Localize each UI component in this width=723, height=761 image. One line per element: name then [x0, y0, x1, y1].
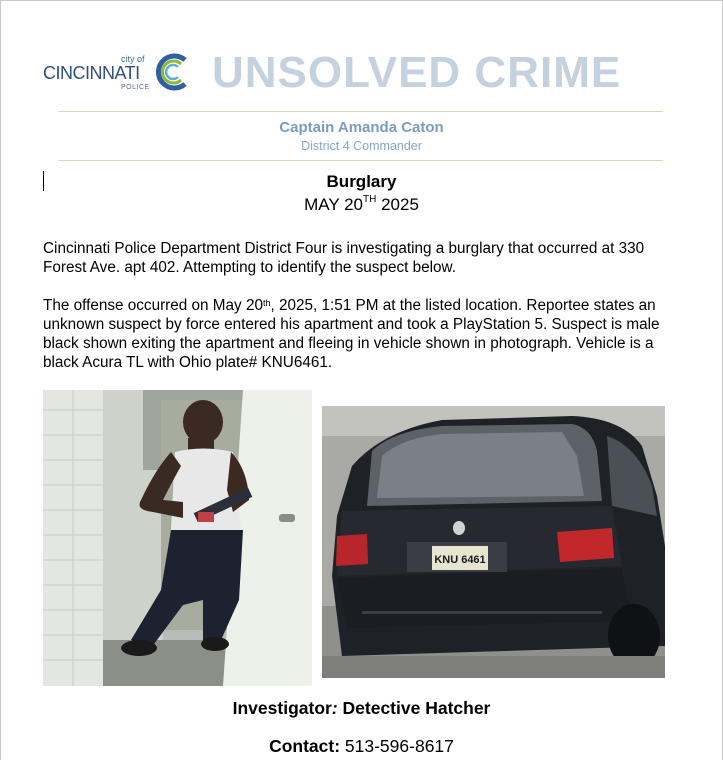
date-month-day: MAY 20 — [304, 195, 363, 214]
contact-label: Contact: — [269, 736, 341, 756]
offense-text-rest: , 2025, 1:51 PM at the listed location. Reportee states an unknown suspect by force entered his apartment and took a PlayStation 5. Suspect is male black shown exiting the apartment and fleeing in vehicle shown in photograph. Vehicle is a black Acura TL with Ohio plate# KNU6461. — [43, 297, 660, 371]
offense-date-suffix: th — [262, 298, 271, 308]
suspect-photo — [43, 390, 312, 686]
offense-text-start: The offense occurred on May 20 — [43, 297, 263, 314]
crime-date — [0, 195, 723, 215]
logo-police: POLICE — [121, 84, 150, 91]
date-suffix: TH — [363, 194, 377, 205]
license-plate-text: KNU 6461 — [434, 554, 486, 566]
header-rule-top — [58, 111, 663, 112]
logo-city-of: city of — [121, 54, 145, 64]
logo-cincinnati: CINCINNATI — [43, 63, 140, 83]
contact-line — [0, 736, 723, 757]
unsolved-crime-headline: UNSOLVED CRIME — [212, 48, 622, 97]
date-year: 2025 — [381, 195, 419, 214]
investigator-line — [0, 698, 723, 719]
paragraph-investigation: Cincinnati Police Department District Four is investigating a burglary that occurred at 330 Forest Ave. apt 402. Attempting to identify the suspect below. — [43, 240, 645, 276]
paragraph-offense — [43, 296, 683, 372]
investigator-label: Investigator — [232, 698, 332, 718]
cincinnati-police-logo — [43, 52, 193, 96]
contact-phone: 513-596-8617 — [340, 736, 454, 756]
district-commander: District 4 Commander — [301, 139, 422, 153]
header-rule-bottom — [58, 160, 663, 161]
vehicle-photo — [322, 406, 665, 678]
crime-title: Burglary — [326, 172, 397, 191]
investigator-name: Detective Hatcher — [337, 698, 491, 718]
captain-name: Captain Amanda Caton — [279, 119, 444, 136]
investigator-colon: : — [331, 698, 338, 718]
logo-c-mark-icon — [151, 52, 193, 92]
